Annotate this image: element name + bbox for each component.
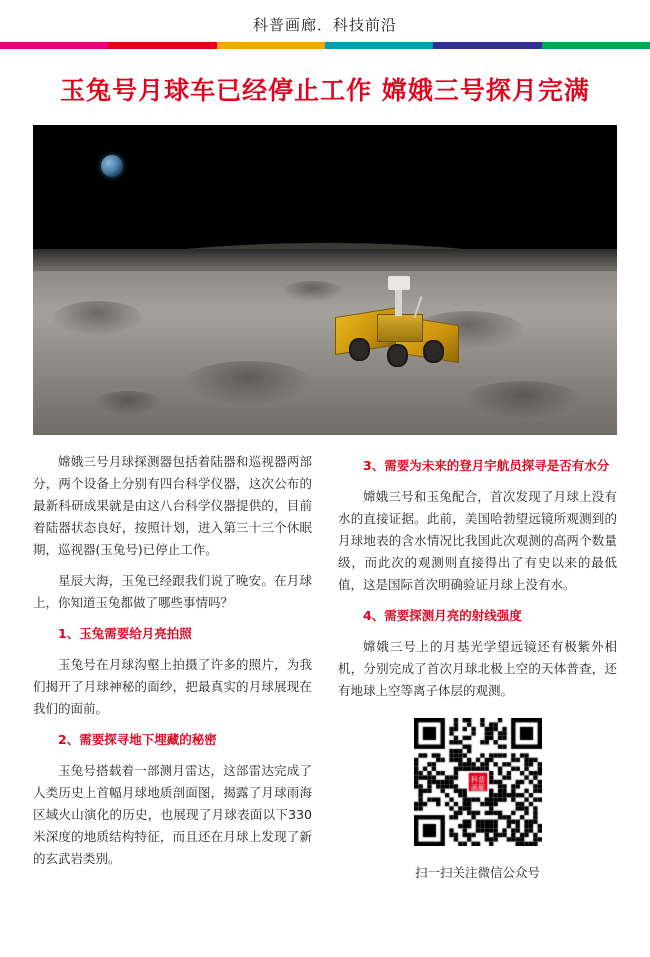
right-column bbox=[338, 451, 617, 881]
subheading: 2、需要探寻地下埋藏的秘密 bbox=[58, 732, 217, 747]
paragraph: 玉兔号在月球沟壑上拍摄了许多的照片，为我们揭开了月球神秘的面纱，把最真实的月球展现在我们的面前。 bbox=[33, 657, 312, 716]
color-bar bbox=[0, 42, 650, 49]
paragraph: 嫦娥三号和玉兔配合，首次发现了月球上没有水的直接证据。此前，美国哈勃望远镜所观测到的月球地表的含水情况比我国此次观测的高两个数量级，而此次的观测则直接得出了有史以来的最低值，这是国际首次明确验证月球上没有水。 bbox=[338, 489, 617, 592]
color-bar-segment-1 bbox=[108, 42, 216, 49]
rover-body bbox=[377, 314, 423, 342]
earth-icon bbox=[101, 155, 123, 177]
rover-wheel bbox=[387, 344, 408, 367]
subheading: 4、需要探测月亮的射线强度 bbox=[363, 608, 522, 623]
crater bbox=[183, 361, 313, 407]
subheading: 1、玉兔需要给月亮拍照 bbox=[58, 626, 192, 641]
color-bar-segment-3 bbox=[325, 42, 433, 49]
crater bbox=[463, 381, 583, 421]
qr-code[interactable] bbox=[414, 718, 542, 846]
crater bbox=[53, 301, 143, 335]
color-bar-segment-4 bbox=[433, 42, 541, 49]
paragraph: 嫦娥三号上的月基光学望远镜还有极紫外相机，分别完成了首次月球北极上空的天体普查，还有地球上空等离子体层的观测。 bbox=[338, 639, 617, 698]
lunar-ground bbox=[33, 271, 617, 435]
rover-wheel bbox=[423, 340, 444, 363]
crater bbox=[93, 391, 163, 417]
hero-image bbox=[33, 125, 617, 435]
page-header bbox=[0, 0, 650, 49]
subheading: 3、需要为未来的登月宇航员探寻是否有水分 bbox=[363, 458, 610, 473]
paragraph: 玉兔号搭载着一部测月雷达，这部雷达完成了人类历史上首幅月球地质剖面图，揭露了月球雨海区域火山演化的历史，也展现了月球表面以下330米深度的地质结构特征，而且还在月球上发现了新的玄武岩类别。 bbox=[33, 763, 312, 866]
rover-wheel bbox=[349, 338, 370, 361]
color-bar-segment-0 bbox=[0, 42, 108, 49]
left-column bbox=[33, 451, 312, 881]
article-title: 玉兔号月球车已经停止工作 嫦娥三号探月完满 bbox=[60, 76, 590, 105]
paragraph: 嫦娥三号月球探测器包括着陆器和巡视器两部分，两个设备上分别有四台科学仪器，这次公布的最新科研成果就是由这八台科学仪器提供的，目前着陆器状态良好，按照计划，进入第三十三个休眠期，巡视器(玉兔号)已停止工作。 bbox=[33, 454, 312, 557]
header-title: 科普画廊．科技前沿 bbox=[252, 16, 397, 34]
color-bar-segment-5 bbox=[542, 42, 650, 49]
paragraph: 星辰大海，玉兔已经跟我们说了晚安。在月球上，你知道玉兔都做了哪些事情吗？ bbox=[33, 573, 312, 610]
rover-mast bbox=[395, 286, 402, 316]
yutu-rover bbox=[333, 290, 463, 380]
qr-caption: 扫一扫关注微信公众号 bbox=[414, 865, 540, 880]
qr-block bbox=[338, 718, 617, 881]
color-bar-segment-2 bbox=[217, 42, 325, 49]
rover-camera-head bbox=[388, 276, 410, 290]
article-body bbox=[33, 451, 617, 881]
